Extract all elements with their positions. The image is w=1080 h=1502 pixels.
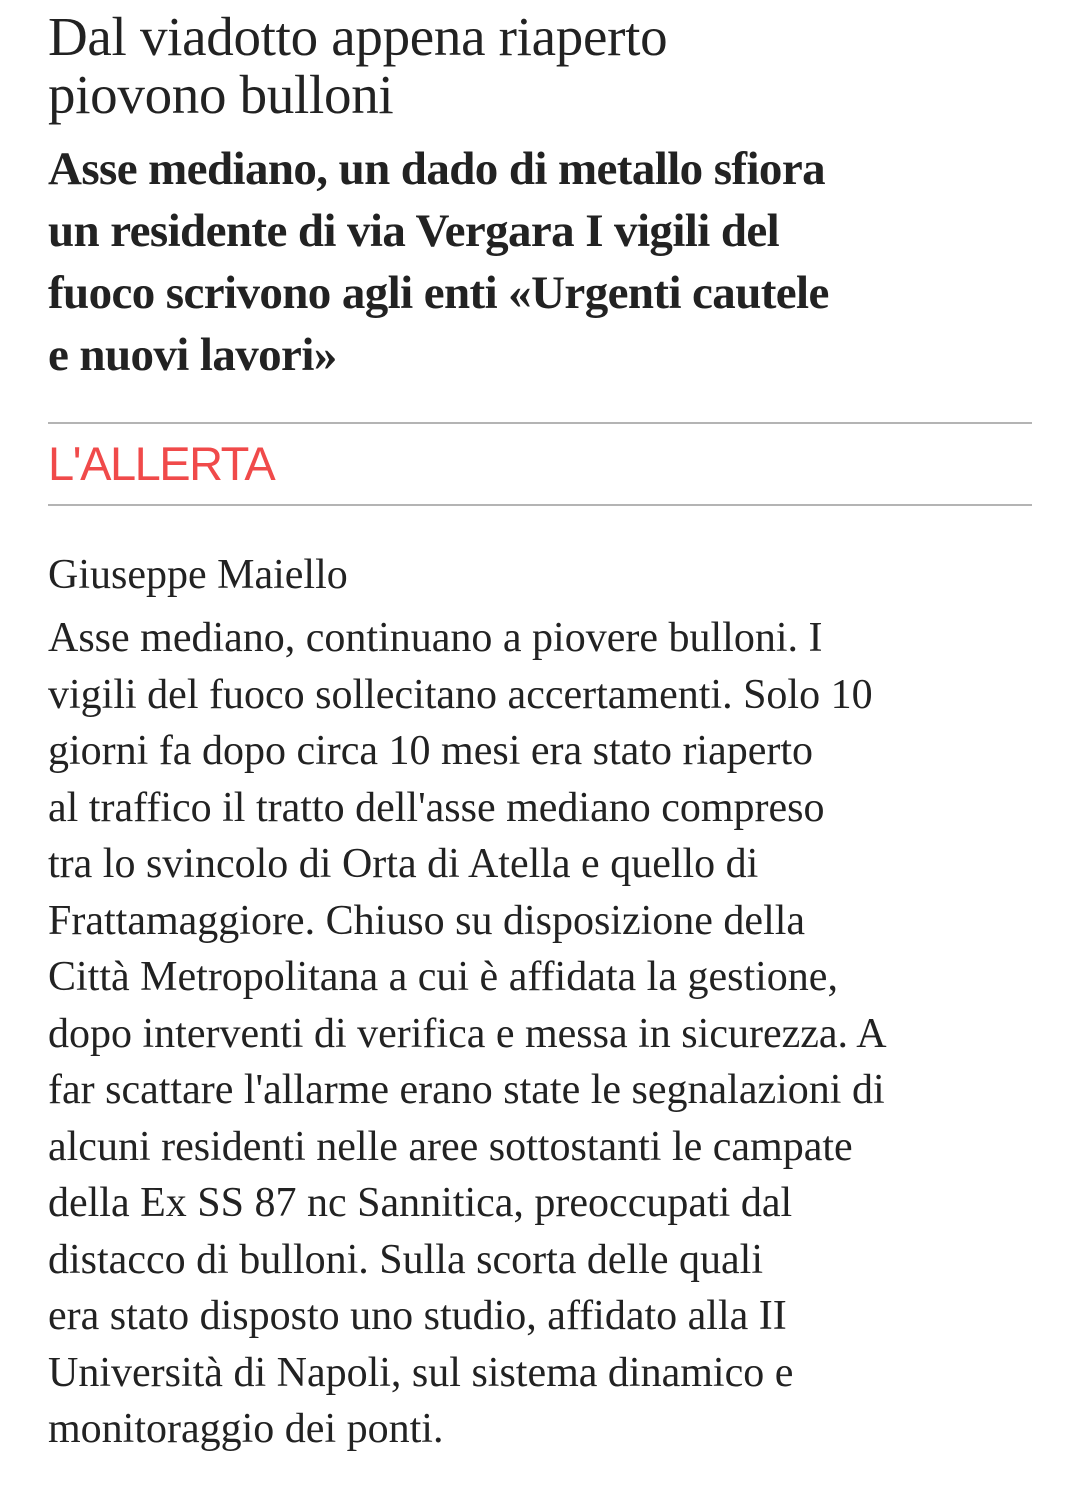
subheadline-line: Asse mediano, un dado di metallo sfiora: [48, 143, 825, 195]
body-line: era stato disposto uno studio, affidato alla II: [48, 1293, 787, 1339]
body-line: al traffico il tratto dell'asse mediano compreso: [48, 784, 825, 831]
article-body: [48, 610, 1038, 1458]
body-line: Asse mediano, continuano a piovere bulloni. I: [48, 615, 823, 661]
body-line: distacco di bulloni. Sulla scorta delle quali: [48, 1236, 764, 1283]
headline: [48, 8, 1032, 124]
author-byline: Giuseppe Maiello: [48, 552, 348, 598]
body-line: far scattare l'allarme erano state le segnalazioni di: [48, 1067, 885, 1113]
body-line: della Ex SS 87 nc Sannitica, preoccupati dal: [48, 1180, 793, 1226]
body-line: alcuni residenti nelle aree sottostanti le campate: [48, 1123, 853, 1170]
body-line: tra lo svincolo di Orta di Atella e quello di: [48, 841, 759, 887]
section-kicker: L'ALLERTA: [48, 437, 275, 490]
subheadline-line: un residente di via Vergara I vigili del: [48, 205, 780, 257]
headline-line: Dal viadotto appena riaperto: [48, 6, 668, 67]
body-line: monitoraggio dei ponti.: [48, 1406, 444, 1452]
headline-line: piovono bulloni: [48, 64, 394, 125]
article: [48, 8, 1032, 1458]
body-line: Università di Napoli, sul sistema dinamico e: [48, 1349, 794, 1396]
body-line: Città Metropolitana a cui è affidata la gestione,: [48, 954, 838, 1000]
body-line: giorni fa dopo circa 10 mesi era stato riaperto: [48, 728, 814, 774]
body-line: dopo interventi di verifica e messa in sicurezza. A: [48, 1010, 887, 1057]
body-line: vigili del fuoco sollecitano accertamenti. Solo 10: [48, 671, 873, 718]
body-line: Frattamaggiore. Chiuso su disposizione della: [48, 897, 806, 944]
subheadline: [48, 138, 1032, 386]
subheadline-line: fuoco scrivono agli enti «Urgenti cautele: [48, 267, 829, 319]
divider-bottom: [48, 504, 1032, 506]
subheadline-line: e nuovi lavori»: [48, 329, 337, 381]
